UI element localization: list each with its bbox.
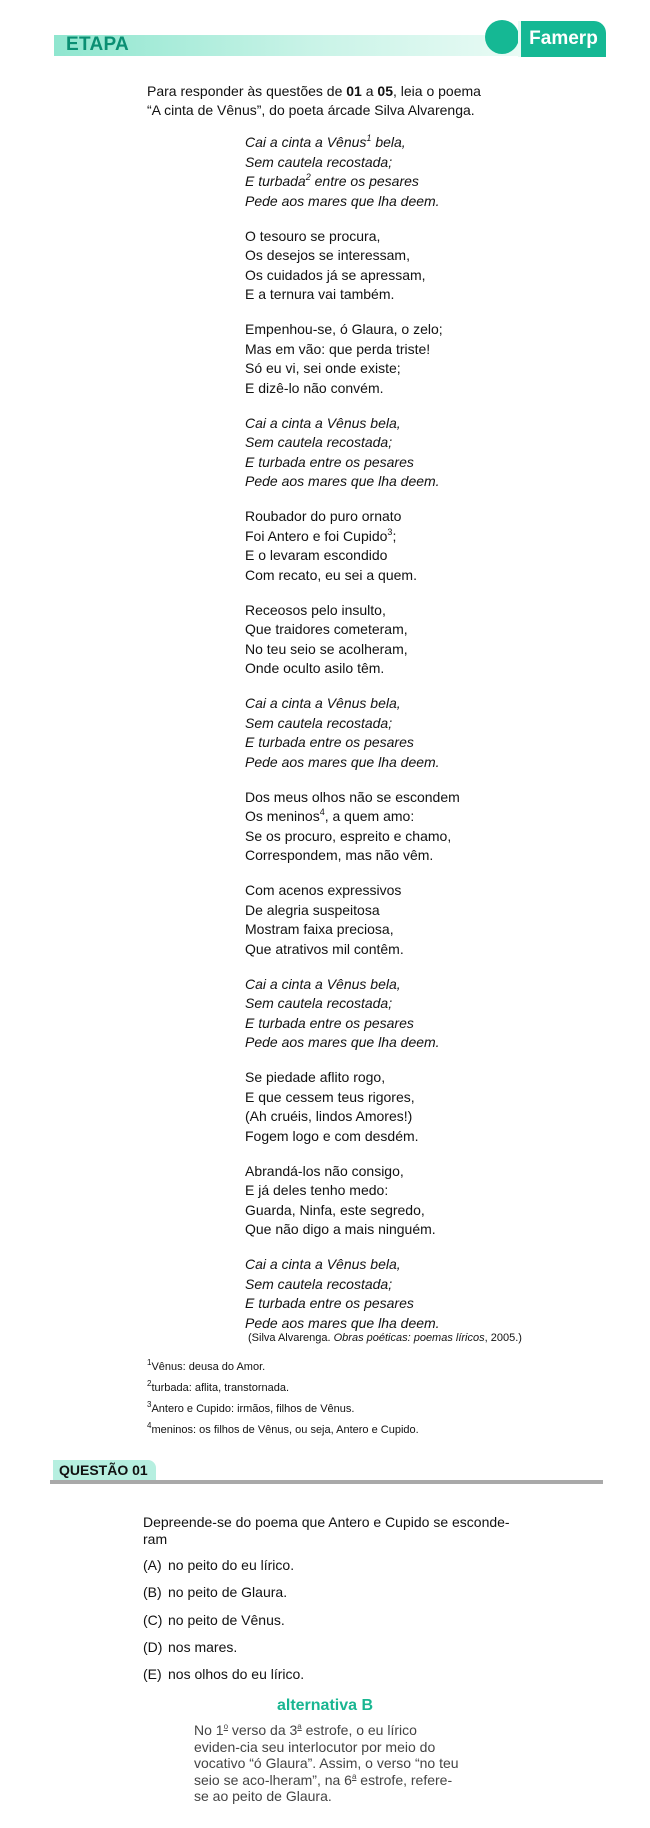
poem-verse: E dizê-lo não convém.: [245, 379, 384, 396]
poem-verse: Cai a cinta a Vênus$^1$ bela,: [245, 133, 406, 150]
poem-verse: Que atrativos mil contêm.: [245, 940, 404, 957]
poem-verse: Mostram faixa preciosa,: [245, 921, 394, 937]
footnote: $^1$Vênus: deusa do Amor.: [147, 1358, 266, 1373]
footnotes: [147, 1357, 547, 1441]
poem-verse: Cai a cinta a Vênus bela,: [245, 414, 401, 431]
poem-verse: Pede aos mares que lha deem.: [245, 192, 440, 209]
poem-verse: E turbada entre os pesares: [245, 1014, 414, 1031]
poem-verse: Pede aos mares que lha deem.: [245, 1034, 440, 1050]
poem-verse: Dos meus olhos não se escondem: [245, 788, 460, 805]
poem-verse: Receosos pelo insulto,: [245, 601, 386, 618]
poem-verse: Correspondem, mas não vêm.: [245, 847, 434, 863]
poem-verse: Os meninos$^4$, a quem amo:: [245, 807, 415, 824]
poem: [245, 133, 545, 1349]
source-work-title: Obras poéticas: poemas líricos: [333, 1332, 485, 1344]
poem-verse: Abrandá-los não consigo,: [245, 1162, 404, 1179]
poem-stanza-1: [245, 133, 545, 211]
poem-stanza-12: [245, 1162, 545, 1240]
option-e: (E) nos olhos do eu lírico.: [143, 1666, 305, 1683]
poem-verse: Sem cautela recostada;: [245, 1275, 393, 1292]
poem-stanza-4-refrain: [245, 414, 545, 492]
option-a: (A) no peito do eu lírico.: [143, 1557, 295, 1573]
footnote-marker: 3: [387, 526, 393, 537]
footnote: $^2$turbada: aflita, transtornada.: [147, 1379, 290, 1394]
poem-verse: Mas em vão: que perda triste!: [245, 340, 431, 357]
poem-verse: (Ah cruéis, lindos Amores!): [245, 1108, 413, 1124]
poem-verse: Sem cautela recostada;: [245, 434, 393, 450]
poem-stanza-7-refrain: [245, 694, 545, 772]
poem-verse: E turbada entre os pesares: [245, 734, 414, 750]
question-stem: Depreende-se do poema que Antero e Cupido se esconde-ram: [143, 1514, 510, 1547]
poem-stanza-6: [245, 601, 545, 679]
poem-verse: E já deles tenho medo:: [245, 1182, 389, 1198]
answer-options: [143, 1557, 523, 1693]
poem-verse: Com recato, eu sei a quem.: [245, 566, 417, 583]
header-circle-decoration: [485, 20, 519, 54]
correct-answer-label: alternativa B: [276, 1697, 374, 1714]
poem-verse: Que não digo a mais ninguém.: [245, 1221, 436, 1237]
poem-verse: E o levaram escondido: [245, 547, 388, 563]
footnote: $^3$Antero e Cupido: irmãos, filhos de Vênus.: [147, 1400, 355, 1415]
intro-to: 05: [377, 83, 393, 99]
brand-logo: ETAPA: [66, 34, 130, 55]
question-divider: [50, 1480, 603, 1484]
footnote: $^4$meninos: os filhos de Vênus, ou seja, Antero e Cupido.: [147, 1421, 419, 1436]
intro-part3: , leia o poema “A cinta de Vênus”, do poeta árcade Silva Alvarenga.: [147, 83, 481, 118]
poem-verse: Foi Antero e foi Cupido$^3$;: [245, 526, 397, 544]
poem-verse: Onde oculto asilo têm.: [245, 660, 385, 676]
poem-verse: Pede aos mares que lha deem.: [245, 473, 440, 489]
poem-stanza-13-refrain: [245, 1255, 545, 1333]
intro-part1: Para responder às questões de: [147, 83, 347, 99]
intro-from: 01: [346, 83, 362, 99]
poem-verse: Sem cautela recostada;: [245, 995, 393, 1011]
footnote-marker: 4: [319, 807, 325, 817]
poem-stanza-11: [245, 1068, 545, 1146]
intro-text: [147, 82, 487, 120]
poem-verse: O tesouro se procura,: [245, 227, 381, 244]
poem-verse: Cai a cinta a Vênus bela,: [245, 695, 401, 711]
poem-verse: Cai a cinta a Vênus bela,: [245, 975, 401, 992]
poem-verse: Pede aos mares que lha deem.: [245, 1314, 440, 1331]
poem-stanza-3: [245, 320, 545, 398]
poem-stanza-10-refrain: [245, 975, 545, 1053]
poem-verse: Se piedade aflito rogo,: [245, 1069, 386, 1085]
poem-verse: Roubador do puro ornato: [245, 508, 402, 524]
poem-verse: Os desejos se interessam,: [245, 247, 410, 263]
poem-verse: Se os procuro, espreito e chamo,: [245, 827, 452, 844]
poem-verse: Empenhou-se, ó Glaura, o zelo;: [245, 321, 443, 337]
poem-verse: Com acenos expressivos: [245, 882, 402, 898]
poem-source-citation: (Silva Alvarenga. Obras poéticas: poemas líricos, 2005.): [248, 1332, 522, 1344]
poem-stanza-5: [245, 507, 545, 585]
exam-name-badge: Famerp: [518, 21, 606, 57]
poem-verse: Que traidores cometeram,: [245, 621, 408, 637]
poem-stanza-9: [245, 881, 545, 959]
poem-verse: Sem cautela recostada;: [245, 714, 393, 731]
poem-verse: Guarda, Ninfa, este segredo,: [245, 1201, 425, 1218]
poem-verse: Sem cautela recostada;: [245, 153, 393, 170]
poem-verse: Só eu vi, sei onde existe;: [245, 360, 401, 376]
poem-verse: Cai a cinta a Vênus bela,: [245, 1256, 401, 1272]
poem-verse: De alegria suspeitosa: [245, 901, 380, 918]
poem-verse: E turbada entre os pesares: [245, 1295, 414, 1311]
question-label: QUESTÃO 01: [53, 1460, 156, 1480]
poem-verse: E turbada$^2$ entre os pesares: [245, 172, 419, 189]
poem-verse: E que cessem teus rigores,: [245, 1088, 415, 1105]
option-b: (B) no peito de Glaura.: [143, 1584, 288, 1601]
poem-verse: E turbada entre os pesares: [245, 453, 414, 470]
option-d: (D) nos mares.: [143, 1638, 238, 1655]
answer-explanation: No 1$^o$ verso da 3$^a$ estrofe, o eu lírico eviden-cia seu interlocutor por meio do vocativo “ó Glaura”. Assim, o verso “no teu seio se aco-lheram”, na 6$^a$ estrofe, refere-se ao peito de Glaura.: [194, 1722, 459, 1804]
poem-verse: Pede aos mares que lha deem.: [245, 753, 440, 770]
poem-verse: Fogem logo e com desdém.: [245, 1127, 419, 1144]
footnote-marker: 2: [305, 172, 311, 182]
poem-verse: E a ternura vai também.: [245, 286, 395, 302]
poem-verse: Os cuidados já se apressam,: [245, 266, 426, 283]
footnote-marker: 1: [366, 133, 372, 143]
poem-verse: No teu seio se acolheram,: [245, 640, 408, 657]
intro-part2: a: [361, 83, 378, 99]
option-c: (C) no peito de Vênus.: [143, 1611, 285, 1628]
poem-stanza-8: [245, 788, 545, 866]
poem-stanza-2: [245, 227, 545, 305]
